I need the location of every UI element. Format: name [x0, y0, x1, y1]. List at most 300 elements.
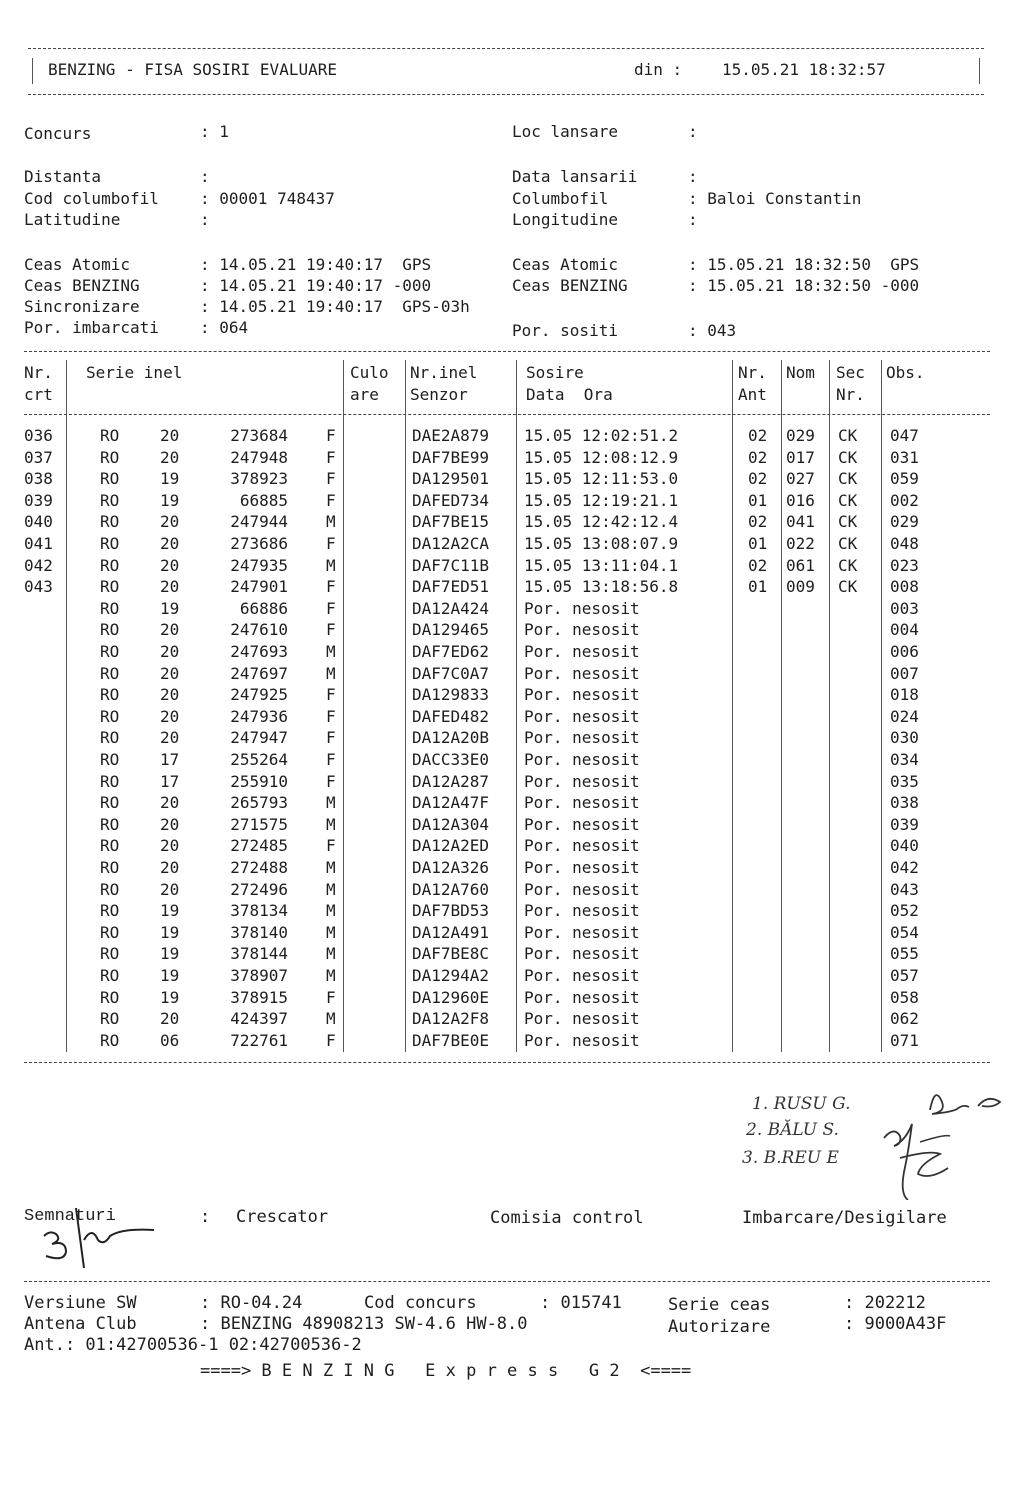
- cell-sosire: 15.05 12:08:12.9: [524, 447, 679, 467]
- latitudine-value: :: [200, 210, 210, 229]
- cell-nr: 378907: [230, 966, 288, 985]
- cell-senzor: DA12A287: [412, 771, 490, 791]
- cell-sec: CK: [838, 512, 858, 532]
- cell-an: 20: [160, 534, 180, 553]
- handwritten-line-2: 2. BĂLU S.: [746, 1120, 839, 1140]
- cell-sosire: 15.05 12:42:12.4: [524, 512, 679, 532]
- ceas-atomic-start-value: : 14.05.21 19:40:17 GPS: [200, 255, 432, 274]
- cell-ant: 02: [748, 426, 768, 445]
- col-header-sosire-1: Sosire: [526, 363, 584, 382]
- cell-sosire: Por. nesosit: [524, 663, 640, 683]
- imbarcare-desigilare-label: Imbarcare/Desigilare: [742, 1208, 947, 1228]
- cell-sosire: Por. nesosit: [524, 728, 640, 748]
- versiune-sw-label: Versiune SW: [24, 1293, 137, 1313]
- antene-line: Ant.: 01:42700536-1 02:42700536-2: [24, 1335, 362, 1355]
- cell-an: 20: [160, 447, 180, 467]
- cell-senzor: DAF7BD53: [412, 901, 490, 921]
- cell-nr: 378923: [230, 469, 288, 489]
- cell-nr: 272496: [230, 879, 288, 899]
- col-sep-ant: [781, 360, 782, 1052]
- cell-tara: RO: [100, 1030, 120, 1050]
- cell-tara: RO: [100, 966, 120, 985]
- cell-tara: RO: [100, 534, 120, 553]
- cell-sec: CK: [838, 490, 858, 510]
- cell-tara: RO: [100, 793, 120, 813]
- concurs-value: : 1: [200, 122, 229, 141]
- cell-senzor: DA12A424: [412, 598, 490, 618]
- cell-senzor: DAF7ED51: [412, 577, 490, 597]
- cell-sec: CK: [838, 555, 858, 575]
- cell-an: 20: [160, 728, 180, 748]
- col-header-nr-inel-1: Nr.inel: [410, 363, 478, 382]
- cell-sosire: Por. nesosit: [524, 836, 640, 856]
- ceas-benzing-start-label: Ceas BENZING: [24, 276, 140, 295]
- col-header-culoare-1: Culo: [350, 363, 389, 382]
- cell-sosire: 15.05 13:11:04.1: [524, 555, 679, 575]
- col-header-culoare-2: are: [350, 385, 379, 404]
- semnaturi-label: Semnaturi: [24, 1207, 116, 1226]
- cell-sex: F: [326, 469, 336, 489]
- cell-tara: RO: [100, 490, 120, 510]
- cell-sosire: Por. nesosit: [524, 620, 640, 640]
- cell-ant: 01: [748, 534, 768, 553]
- cell-nom: 027: [786, 469, 815, 489]
- cell-an: 20: [160, 836, 180, 856]
- cell-nr: 273686: [230, 534, 288, 553]
- cell-sosire: Por. nesosit: [524, 685, 640, 705]
- cell-sosire: Por. nesosit: [524, 1009, 640, 1029]
- cell-nr: 255910: [230, 771, 288, 791]
- cell-tara: RO: [100, 663, 120, 683]
- cell-tara: RO: [100, 555, 120, 575]
- comisia-control-label: Comisia control: [490, 1208, 644, 1228]
- cell-an: 20: [160, 879, 180, 899]
- cell-nr: 272488: [230, 858, 288, 877]
- cell-an: 06: [160, 1030, 180, 1050]
- header-top-rule: [28, 48, 984, 49]
- table-bottom-rule: [24, 1062, 990, 1063]
- col-header-sec-2: Nr.: [836, 385, 865, 404]
- cell-tara: RO: [100, 771, 120, 791]
- columbofil-label: Columbofil: [512, 189, 609, 208]
- cell-sosire: Por. nesosit: [524, 598, 640, 618]
- cell-obs: 031: [890, 447, 919, 467]
- cell-an: 19: [160, 598, 180, 618]
- ceas-benzing-end-value: : 15.05.21 18:32:50 -000: [688, 276, 920, 295]
- cell-senzor: DAF7C11B: [412, 555, 490, 575]
- cell-an: 20: [160, 814, 180, 834]
- cell-obs: 002: [890, 490, 919, 510]
- loc-lansare-value: :: [688, 122, 698, 141]
- cell-senzor: DA12A47F: [412, 793, 490, 813]
- cell-sex: F: [326, 620, 336, 640]
- cell-tara: RO: [100, 577, 120, 597]
- cell-obs: 048: [890, 534, 919, 553]
- header-bottom-rule: [28, 94, 984, 95]
- longitudine-value: :: [688, 210, 698, 229]
- cell-nom: 017: [786, 447, 815, 467]
- cell-nr: 247948: [230, 447, 288, 467]
- cell-nr: 247925: [230, 685, 288, 705]
- cell-sosire: Por. nesosit: [524, 879, 640, 899]
- cell-nr: 247901: [230, 577, 288, 597]
- distanta-label: Distanta: [24, 167, 102, 186]
- cell-nr: 378140: [230, 922, 288, 942]
- cell-sosire: 15.05 12:19:21.1: [524, 490, 679, 510]
- cell-obs: 029: [890, 512, 919, 532]
- cell-sosire: Por. nesosit: [524, 642, 640, 661]
- cell-an: 19: [160, 944, 180, 964]
- cell-ant: 01: [748, 577, 768, 597]
- cell-obs: 024: [890, 706, 919, 726]
- cod-columbofil-label: Cod columbofil: [24, 189, 159, 208]
- cell-obs: 004: [890, 620, 919, 640]
- autorizare-value: : 9000A43F: [844, 1314, 947, 1334]
- cell-tara: RO: [100, 814, 120, 834]
- cell-sex: M: [326, 922, 336, 942]
- cell-nom: 022: [786, 534, 815, 553]
- cell-obs: 047: [890, 426, 919, 445]
- cell-senzor: DA12A2F8: [412, 1009, 490, 1029]
- cell-an: 19: [160, 901, 180, 921]
- sositi-label: Por. sositi: [512, 321, 618, 340]
- cell-obs: 071: [890, 1030, 919, 1050]
- cell-an: 20: [160, 706, 180, 726]
- table-header-rule: [24, 414, 990, 415]
- cell-sex: M: [326, 944, 336, 964]
- ceas-atomic-end-label: Ceas Atomic: [512, 255, 618, 274]
- col-header-serie: Serie inel: [86, 363, 183, 382]
- crescator-signature-image: [40, 1200, 180, 1270]
- cell-senzor: DA1294A2: [412, 966, 490, 985]
- cell-sex: F: [326, 490, 336, 510]
- cell-ant: 02: [748, 555, 768, 575]
- cell-an: 19: [160, 490, 180, 510]
- cell-crt: 043: [24, 577, 53, 597]
- cell-obs: 042: [890, 858, 919, 877]
- benzing-express-banner: ====> B E N Z I N G E x p r e s s G 2 <====: [200, 1361, 692, 1381]
- cell-senzor: DAE2A879: [412, 426, 490, 445]
- cell-obs: 038: [890, 793, 919, 813]
- cell-tara: RO: [100, 620, 120, 640]
- cell-senzor: DACC33E0: [412, 750, 490, 769]
- cell-sec: CK: [838, 426, 858, 445]
- cell-senzor: DAF7BE15: [412, 512, 490, 532]
- distanta-value: :: [200, 167, 210, 186]
- cell-sex: M: [326, 858, 336, 877]
- cell-senzor: DA12A326: [412, 858, 490, 877]
- cell-nr: 378144: [230, 944, 288, 964]
- cell-nr: 378915: [230, 987, 288, 1007]
- sositi-value: : 043: [688, 321, 737, 340]
- ceas-benzing-start-value: : 14.05.21 19:40:17 -000: [200, 276, 432, 295]
- cell-sosire: Por. nesosit: [524, 901, 640, 921]
- cell-obs: 039: [890, 814, 919, 834]
- cell-tara: RO: [100, 922, 120, 942]
- cell-obs: 034: [890, 750, 919, 769]
- longitudine-label: Longitudine: [512, 210, 618, 229]
- cell-sex: F: [326, 447, 336, 467]
- cell-sex: M: [326, 814, 336, 834]
- col-header-nr-crt-1: Nr.: [24, 363, 53, 382]
- cell-tara: RO: [100, 879, 120, 899]
- cell-tara: RO: [100, 1009, 120, 1029]
- cell-sec: CK: [838, 534, 858, 553]
- cell-crt: 039: [24, 490, 53, 510]
- cell-tara: RO: [100, 512, 120, 532]
- cell-sosire: 15.05 12:11:53.0: [524, 469, 679, 489]
- col-sep-culoare: [405, 360, 406, 1052]
- cell-sex: M: [326, 901, 336, 921]
- imbarcati-label: Por. imbarcati: [24, 318, 159, 337]
- cell-nom: 009: [786, 577, 815, 597]
- cell-sosire: 15.05 12:02:51.2: [524, 426, 679, 445]
- cell-obs: 052: [890, 901, 919, 921]
- cell-sex: F: [326, 706, 336, 726]
- cell-sosire: Por. nesosit: [524, 966, 640, 985]
- data-lansarii-value: :: [688, 167, 698, 186]
- cell-nr: 247610: [230, 620, 288, 640]
- cell-tara: RO: [100, 642, 120, 661]
- cell-an: 20: [160, 577, 180, 597]
- cell-an: 20: [160, 663, 180, 683]
- cell-obs: 007: [890, 663, 919, 683]
- cell-senzor: DA129501: [412, 469, 490, 489]
- din-label: din :: [634, 60, 683, 79]
- cell-senzor: DAF7C0A7: [412, 663, 490, 683]
- sincronizare-label: Sincronizare: [24, 297, 140, 316]
- cell-nr: 378134: [230, 901, 288, 921]
- cell-obs: 055: [890, 944, 919, 964]
- cell-obs: 003: [890, 598, 919, 618]
- cell-tara: RO: [100, 598, 120, 618]
- antena-club-value: : BENZING 48908213 SW-4.6 HW-8.0: [200, 1314, 528, 1334]
- cell-nom: 061: [786, 555, 815, 575]
- cell-sosire: Por. nesosit: [524, 858, 640, 877]
- header-right-border: [979, 58, 980, 84]
- col-header-nr-inel-2: Senzor: [410, 385, 468, 404]
- imbarcati-value: : 064: [200, 318, 249, 337]
- cell-senzor: DA12A491: [412, 922, 490, 942]
- cell-senzor: DA12A2CA: [412, 534, 490, 553]
- cell-obs: 030: [890, 728, 919, 748]
- cell-an: 20: [160, 642, 180, 661]
- cell-senzor: DA129833: [412, 685, 490, 705]
- cell-nr: 265793: [230, 793, 288, 813]
- cell-tara: RO: [100, 836, 120, 856]
- cell-an: 20: [160, 858, 180, 877]
- cell-sosire: Por. nesosit: [524, 793, 640, 813]
- cell-an: 17: [160, 750, 180, 769]
- cell-sex: F: [326, 750, 336, 769]
- cell-tara: RO: [100, 447, 120, 467]
- cell-senzor: DAF7ED62: [412, 642, 490, 661]
- din-value: 15.05.21 18:32:57: [722, 60, 886, 79]
- col-header-nr-crt-2: crt: [24, 385, 53, 404]
- cell-sex: F: [326, 771, 336, 791]
- cell-tara: RO: [100, 469, 120, 489]
- cell-nr: 247693: [230, 642, 288, 661]
- cell-nom: 029: [786, 426, 815, 445]
- cell-senzor: DAF7BE99: [412, 447, 490, 467]
- cell-tara: RO: [100, 426, 120, 445]
- cell-sex: F: [326, 426, 336, 445]
- cell-sex: M: [326, 793, 336, 813]
- cell-sex: F: [326, 577, 336, 597]
- footer-rule: [24, 1281, 990, 1282]
- cell-sex: F: [326, 534, 336, 553]
- col-header-obs: Obs.: [886, 363, 925, 382]
- cell-ant: 02: [748, 512, 768, 532]
- cell-an: 20: [160, 793, 180, 813]
- cell-senzor: DA12A760: [412, 879, 490, 899]
- cell-tara: RO: [100, 685, 120, 705]
- serie-ceas-value: : 202212: [844, 1293, 926, 1313]
- cell-sosire: Por. nesosit: [524, 706, 640, 726]
- col-sep-serie: [343, 360, 344, 1052]
- cell-sex: F: [326, 728, 336, 748]
- cell-sex: M: [326, 1009, 336, 1029]
- cell-an: 20: [160, 426, 180, 445]
- crescator-label: Crescator: [236, 1207, 329, 1227]
- loc-lansare-label: Loc lansare: [512, 122, 618, 141]
- cell-senzor: DA12A20B: [412, 728, 490, 748]
- ceas-benzing-end-label: Ceas BENZING: [512, 276, 628, 295]
- cell-sex: F: [326, 987, 336, 1007]
- col-sep-sosire: [732, 360, 733, 1052]
- cell-obs: 057: [890, 966, 919, 985]
- cell-an: 19: [160, 966, 180, 985]
- cell-crt: 042: [24, 555, 53, 575]
- cell-sex: F: [326, 836, 336, 856]
- cell-an: 19: [160, 922, 180, 942]
- cell-crt: 041: [24, 534, 53, 553]
- col-header-nom: Nom: [786, 363, 815, 382]
- cell-sec: CK: [838, 469, 858, 489]
- handwritten-line-1: 1. RUSU G.: [752, 1094, 851, 1114]
- cell-nr: 722761: [230, 1030, 288, 1050]
- cell-nom: 016: [786, 490, 815, 510]
- cell-an: 19: [160, 469, 180, 489]
- cell-an: 20: [160, 555, 180, 575]
- table-top-rule: [24, 351, 990, 352]
- cell-obs: 054: [890, 922, 919, 942]
- cell-crt: 036: [24, 426, 53, 445]
- cell-sosire: Por. nesosit: [524, 750, 640, 769]
- cell-senzor: DAFED482: [412, 706, 490, 726]
- cell-obs: 040: [890, 836, 919, 856]
- cell-obs: 023: [890, 555, 919, 575]
- semnaturi-colon: :: [200, 1207, 211, 1227]
- cell-obs: 035: [890, 771, 919, 791]
- col-sep-nom: [829, 360, 830, 1052]
- ceas-atomic-start-label: Ceas Atomic: [24, 255, 130, 274]
- cell-tara: RO: [100, 987, 120, 1007]
- cell-senzor: DA12960E: [412, 987, 490, 1007]
- header-left-border: [32, 58, 33, 84]
- commission-signature-image: [860, 1080, 1010, 1200]
- cell-sec: CK: [838, 447, 858, 467]
- cell-sosire: Por. nesosit: [524, 1030, 640, 1050]
- cell-nr: 273684: [230, 426, 288, 445]
- cell-nr: 424397: [230, 1009, 288, 1029]
- cell-sosire: Por. nesosit: [524, 814, 640, 834]
- cell-tara: RO: [100, 901, 120, 921]
- cell-nr: 247944: [230, 512, 288, 532]
- cell-senzor: DA129465: [412, 620, 490, 640]
- cell-obs: 059: [890, 469, 919, 489]
- ceas-atomic-end-value: : 15.05.21 18:32:50 GPS: [688, 255, 920, 274]
- cell-nr: 272485: [230, 836, 288, 856]
- serie-ceas-label: Serie ceas: [668, 1295, 771, 1315]
- cell-senzor: DAF7BE8C: [412, 944, 490, 964]
- cell-ant: 02: [748, 469, 768, 489]
- cell-sosire: Por. nesosit: [524, 944, 640, 964]
- page-title: BENZING - FISA SOSIRI EVALUARE: [48, 60, 337, 79]
- cell-nr: 247935: [230, 555, 288, 575]
- cell-sex: F: [326, 598, 336, 618]
- cell-nr: 271575: [230, 814, 288, 834]
- cell-sex: M: [326, 663, 336, 683]
- cell-an: 19: [160, 987, 180, 1007]
- cell-obs: 006: [890, 642, 919, 661]
- cell-sex: M: [326, 966, 336, 985]
- cell-nr: 247947: [230, 728, 288, 748]
- cell-sex: M: [326, 642, 336, 661]
- cell-obs: 018: [890, 685, 919, 705]
- cell-nom: 041: [786, 512, 815, 532]
- cell-an: 17: [160, 771, 180, 791]
- cell-crt: 040: [24, 512, 53, 532]
- col-header-nr-ant-1: Nr.: [738, 363, 767, 382]
- cell-nr: 247936: [230, 706, 288, 726]
- cell-sosire: 15.05 13:18:56.8: [524, 577, 679, 597]
- col-header-sec-1: Sec: [836, 363, 865, 382]
- col-sep-senzor: [516, 360, 517, 1052]
- versiune-sw-value: : RO-04.24: [200, 1293, 303, 1313]
- col-header-nr-ant-2: Ant: [738, 385, 767, 404]
- cell-nr: 66886: [239, 598, 288, 618]
- cell-obs: 062: [890, 1009, 919, 1029]
- autorizare-label: Autorizare: [668, 1317, 771, 1337]
- col-sep-crt: [66, 360, 67, 1052]
- col-sep-sec: [881, 360, 882, 1052]
- antena-club-label: Antena Club: [24, 1314, 137, 1334]
- cell-sosire: 15.05 13:08:07.9: [524, 534, 679, 553]
- cell-ant: 02: [748, 447, 768, 467]
- col-header-sosire-2: Data Ora: [526, 385, 613, 404]
- cell-an: 20: [160, 1009, 180, 1029]
- cell-sex: M: [326, 555, 336, 575]
- cod-concurs-label: Cod concurs: [364, 1293, 477, 1313]
- sincronizare-value: : 14.05.21 19:40:17 GPS-03h: [200, 297, 470, 316]
- cell-tara: RO: [100, 944, 120, 964]
- cell-an: 20: [160, 620, 180, 640]
- cell-tara: RO: [100, 750, 120, 769]
- cell-tara: RO: [100, 858, 120, 877]
- columbofil-value: : Baloi Constantin: [688, 189, 862, 208]
- cell-crt: 038: [24, 469, 53, 489]
- cell-senzor: DAFED734: [412, 490, 490, 510]
- handwritten-line-3: 3. B.REU E: [742, 1148, 839, 1168]
- cell-senzor: DA12A304: [412, 814, 490, 834]
- concurs-label: Concurs: [24, 124, 92, 143]
- cell-sex: M: [326, 512, 336, 532]
- cell-obs: 008: [890, 577, 919, 597]
- cell-tara: RO: [100, 706, 120, 726]
- cell-obs: 058: [890, 987, 919, 1007]
- cod-columbofil-value: : 00001 748437: [200, 189, 335, 208]
